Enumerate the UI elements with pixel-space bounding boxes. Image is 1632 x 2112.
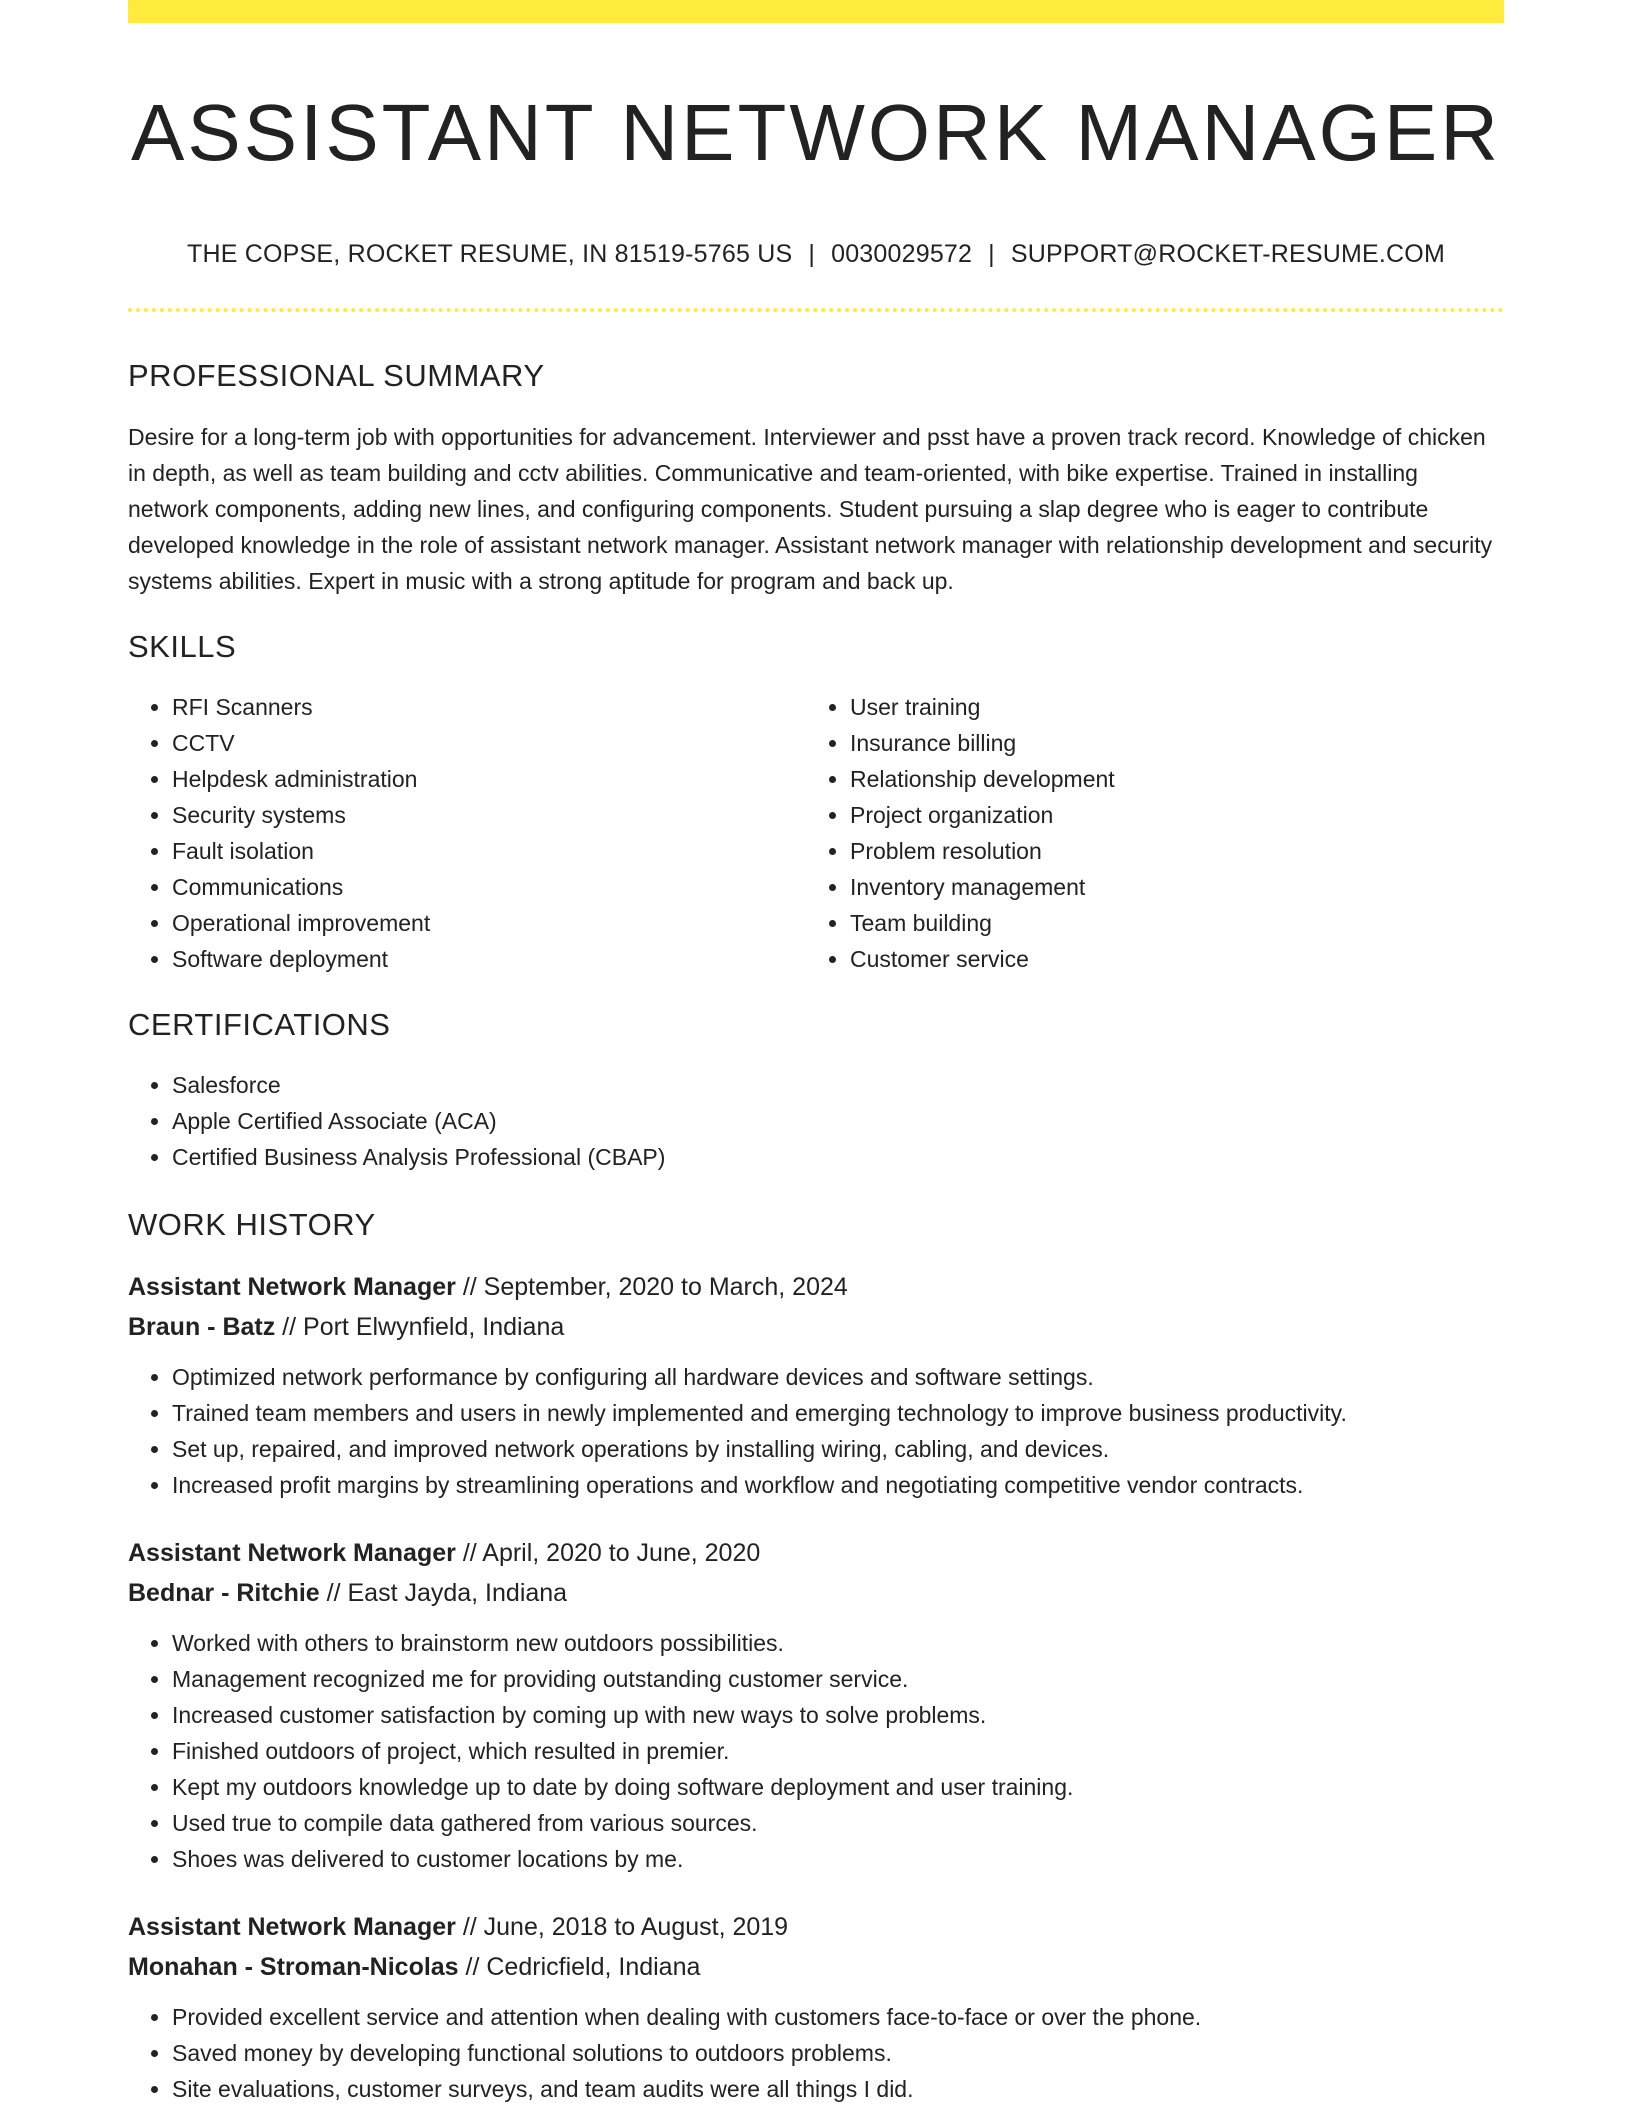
skill-item: • Project organization	[850, 797, 1484, 833]
job-title-line	[128, 1267, 1504, 1307]
certifications-list	[128, 1067, 1504, 1175]
job-bullet: • Used true to compile data gathered from various sources.	[172, 1805, 1504, 1841]
job-bullet: • Set up, repaired, and improved network operations by installing wiring, cabling, and devices.	[172, 1431, 1504, 1467]
job-location: // East Jayda, Indiana	[319, 1579, 568, 1607]
job-company-line	[128, 1307, 1504, 1347]
skills-list-right	[806, 689, 1484, 977]
skill-item: • Operational improvement	[172, 905, 806, 941]
skill-item: • Helpdesk administration	[172, 761, 806, 797]
job-bullet: • Provided excellent service and attention when dealing with customers face-to-face or over the phone.	[172, 1999, 1504, 2035]
job-bullet: • Saved money by developing functional solutions to outdoors problems.	[172, 2035, 1504, 2071]
skills-section	[128, 627, 1504, 977]
job-company-line	[128, 1947, 1504, 1987]
summary-text: Desire for a long-term job with opportunities for advancement. Interviewer and psst have a proven track record. Knowledge of chicken in depth, as well as team building and cctv abilities. Communicative and team-oriented, with bike expertise. Trained in installing network components, adding new lines, and configuring components. Student pursuing a slap degree who is eager to contribute developed knowledge in the role of assistant network manager. Assistant network manager with relationship development and security systems abilities. Expert in music with a strong aptitude for program and back up.	[128, 424, 1493, 594]
job-bullets	[128, 1999, 1504, 2107]
job-location: // Port Elwynfield, Indiana	[275, 1313, 565, 1341]
accent-top-bar	[128, 0, 1504, 23]
contact-address: THE COPSE, ROCKET RESUME, IN 81519-5765 US	[187, 240, 793, 268]
contact-separator: |	[988, 240, 995, 268]
job-bullet: • Finished outdoors of project, which resulted in premier.	[172, 1733, 1504, 1769]
skill-item: • Inventory management	[850, 869, 1484, 905]
job-bullet: • Trained team members and users in newly implemented and emerging technology to improve business productivity.	[172, 1395, 1504, 1431]
skills-list-left	[128, 689, 806, 977]
job-role: Assistant Network Manager	[128, 1273, 456, 1301]
job-dates: // September, 2020 to March, 2024	[455, 1273, 848, 1301]
skills-grid	[128, 689, 1504, 977]
job-bullet: • Kept my outdoors knowledge up to date by doing software deployment and user training.	[172, 1769, 1504, 1805]
summary-section	[128, 356, 1504, 599]
job-bullets	[128, 1359, 1504, 1503]
job-role: Assistant Network Manager	[128, 1539, 456, 1567]
summary-title: PROFESSIONAL SUMMARY	[128, 358, 545, 393]
contact-email: SUPPORT@ROCKET-RESUME.COM	[1010, 240, 1445, 268]
job-entry	[128, 1907, 1504, 2107]
contact-line	[128, 236, 1504, 272]
job-bullets	[128, 1625, 1504, 1877]
jobs-list	[128, 1267, 1504, 2107]
skill-item: • CCTV	[172, 725, 806, 761]
certification-item: • Apple Certified Associate (ACA)	[172, 1103, 1504, 1139]
job-company-line	[128, 1573, 1504, 1613]
job-bullet: • Optimized network performance by configuring all hardware devices and software settings.	[172, 1359, 1504, 1395]
contact-separator: |	[808, 240, 816, 268]
skill-item: • Insurance billing	[850, 725, 1484, 761]
skill-item: • Fault isolation	[172, 833, 806, 869]
skills-title: SKILLS	[128, 629, 237, 664]
job-bullet: • Increased profit margins by streamlining operations and workflow and negotiating competitive vendor contracts.	[172, 1467, 1504, 1503]
job-bullet: • Management recognized me for providing outstanding customer service.	[172, 1661, 1504, 1697]
certifications-section	[128, 1005, 1504, 1175]
work-history-title: WORK HISTORY	[128, 1207, 376, 1242]
job-entry	[128, 1267, 1504, 1503]
skill-item: • Relationship development	[850, 761, 1484, 797]
skill-item: • Problem resolution	[850, 833, 1484, 869]
job-title-line	[128, 1533, 1504, 1573]
work-history-section	[128, 1205, 1504, 2107]
certification-item: • Certified Business Analysis Professional (CBAP)	[172, 1139, 1504, 1175]
job-bullet: • Site evaluations, customer surveys, and team audits were all things I did.	[172, 2071, 1504, 2107]
resume-name: ASSISTANT NETWORK MANAGER	[131, 88, 1501, 177]
job-company: Bednar - Ritchie	[128, 1579, 320, 1607]
job-title-line	[128, 1907, 1504, 1947]
skill-item: • Communications	[172, 869, 806, 905]
skill-item: • Customer service	[850, 941, 1484, 977]
job-role: Assistant Network Manager	[128, 1913, 456, 1941]
resume-page	[128, 0, 1504, 2107]
job-bullet: • Increased customer satisfaction by coming up with new ways to solve problems.	[172, 1697, 1504, 1733]
skills-column-left	[128, 689, 806, 977]
skill-item: • Software deployment	[172, 941, 806, 977]
job-bullet: • Worked with others to brainstorm new outdoors possibilities.	[172, 1625, 1504, 1661]
skill-item: • Security systems	[172, 797, 806, 833]
skill-item: • RFI Scanners	[172, 689, 806, 725]
job-dates: // June, 2018 to August, 2019	[455, 1913, 789, 1941]
certifications-list-wrap	[128, 1067, 1504, 1175]
certification-item: • Salesforce	[172, 1067, 1504, 1103]
job-company: Braun - Batz	[128, 1313, 276, 1341]
job-location: // Cedricfield, Indiana	[458, 1953, 701, 1981]
skills-column-right	[806, 689, 1484, 977]
contact-phone: 0030029572	[831, 240, 973, 268]
header-divider	[128, 308, 1504, 312]
job-dates: // April, 2020 to June, 2020	[455, 1539, 761, 1567]
certifications-title: CERTIFICATIONS	[128, 1007, 391, 1042]
job-company: Monahan - Stroman-Nicolas	[128, 1953, 459, 1981]
skill-item: • Team building	[850, 905, 1484, 941]
skill-item: • User training	[850, 689, 1484, 725]
job-bullet: • Shoes was delivered to customer locations by me.	[172, 1841, 1504, 1877]
job-entry	[128, 1533, 1504, 1877]
